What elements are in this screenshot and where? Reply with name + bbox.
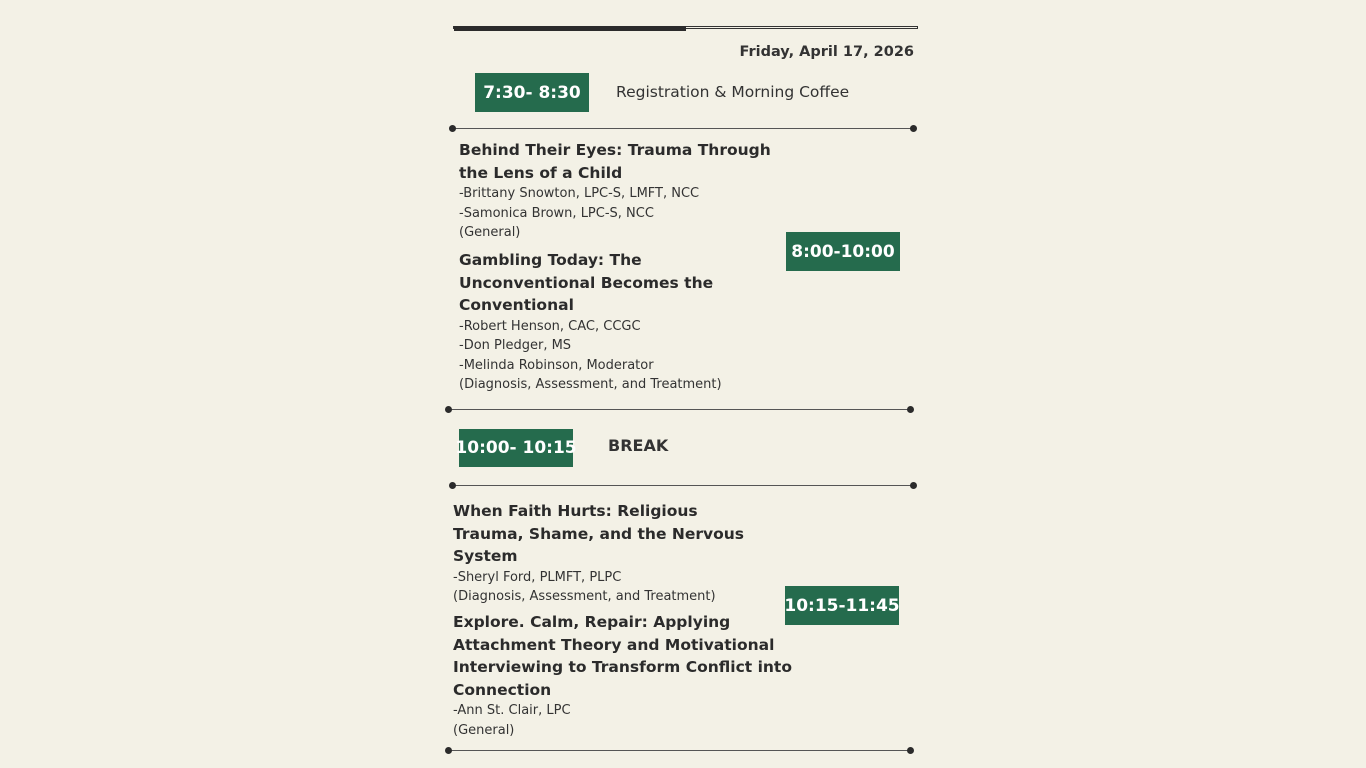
session-category: (General) <box>453 722 515 738</box>
break-time-badge: 10:00- 10:15 <box>459 429 573 467</box>
presenter: -Don Pledger, MS <box>459 338 572 353</box>
session-when-faith-hurts <box>453 500 793 607</box>
section-divider <box>449 409 910 410</box>
session-explore-calm-repair <box>453 611 793 740</box>
session-title: When Faith Hurts: Religious Trauma, Shame, and the Nervous System <box>453 502 744 565</box>
schedule-date: Friday, April 17, 2026 <box>739 44 914 60</box>
presenter: -Melinda Robinson, Moderator <box>459 357 654 373</box>
presenter: -Ann St. Clair, LPC <box>453 703 571 718</box>
session-gambling-today <box>459 249 789 395</box>
section-divider <box>453 485 913 486</box>
section-divider <box>449 750 910 751</box>
block1-time-badge: 8:00-10:00 <box>786 232 900 271</box>
session-title: Explore. Calm, Repair: Applying Attachment Theory and Motivational Interviewing to Transform Conflict into Connection <box>453 613 792 699</box>
presenter: -Sheryl Ford, PLMFT, PLPC <box>453 569 622 585</box>
registration-title: Registration & Morning Coffee <box>616 83 850 101</box>
session-category: (Diagnosis, Assessment, and Treatment) <box>453 589 716 604</box>
presenter: -Robert Henson, CAC, CCGC <box>459 318 641 334</box>
presenter: -Brittany Snowton, LPC-S, LMFT, NCC <box>459 186 700 201</box>
break-label: BREAK <box>608 436 669 455</box>
progress-bar-fill <box>454 26 686 31</box>
session-category: (Diagnosis, Assessment, and Treatment) <box>459 377 722 392</box>
section-divider <box>453 128 913 129</box>
presenter: -Samonica Brown, LPC-S, NCC <box>459 205 654 221</box>
session-category: (General) <box>459 225 521 240</box>
session-title: Gambling Today: The Unconventional Becomes the Conventional <box>459 251 714 314</box>
progress-bar <box>453 26 918 29</box>
session-title: Behind Their Eyes: Trauma Through the Lens of a Child <box>459 141 771 182</box>
block2-time-badge: 10:15-11:45 <box>785 586 899 625</box>
session-behind-their-eyes <box>459 139 789 243</box>
registration-time-badge: 7:30- 8:30 <box>475 73 589 112</box>
